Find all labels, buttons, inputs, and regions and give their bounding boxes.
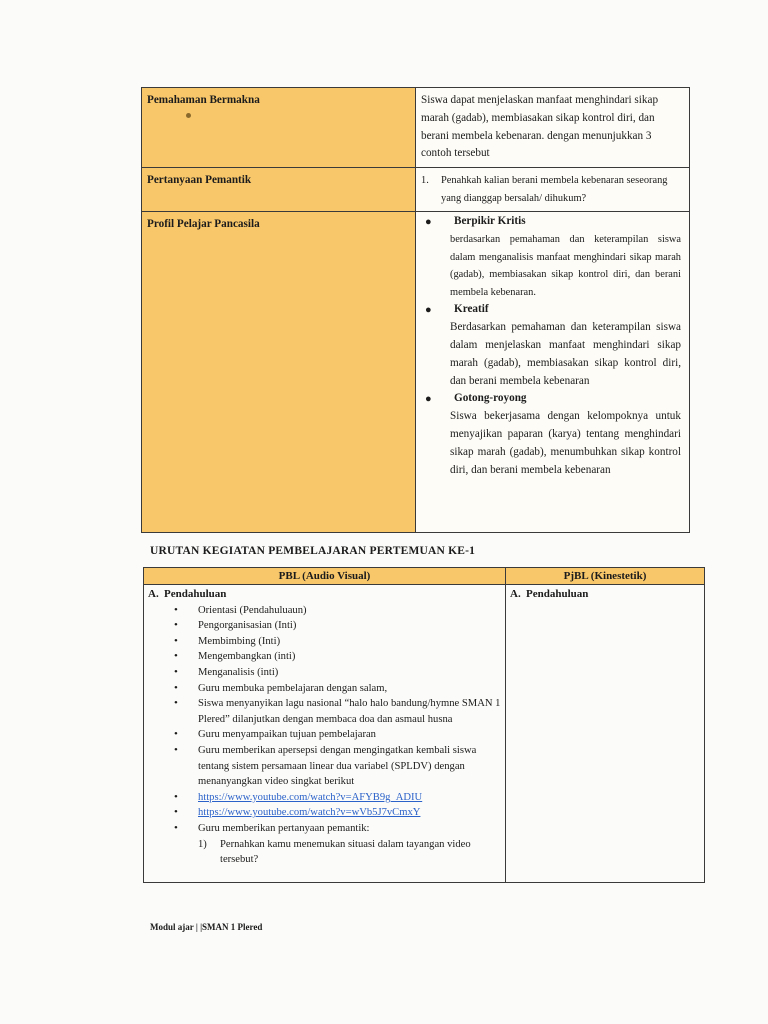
list-item: • Guru membuka pembelajaran dengan salam, [174, 681, 501, 697]
item-head: Berpikir Kritis [454, 215, 526, 228]
table-row [142, 168, 690, 212]
item-body: berdasarkan pemahaman dan keterampilan siswa dalam menganalisis manfaat menghindari sikap marah (gadab), membiasakan sikap kontrol diri, dan berani membela kebenaran. [450, 234, 681, 298]
list-item: • Guru memberikan apersepsi dengan mengingatkan kembali siswa tentang sistem persamaan linear dua variabel (SPLDV) dengan menanyangkan video singkat berikut [174, 743, 501, 790]
item-body: Siswa bekerjasama dengan kelompoknya untuk menyajikan paparan (karya) tentang menghindari sikap marah (gadab), menumbuhkan sikap kontrol diri, dan berani membela kebenaran [450, 410, 681, 476]
section-heading [148, 587, 501, 603]
table-row [144, 585, 705, 883]
row-value [416, 212, 690, 533]
video-link[interactable]: https://www.youtube.com/watch?v=wVb5J7vCmxY [198, 807, 421, 819]
column-header-pjbl: PjBL (Kinestetik) [506, 568, 705, 585]
table-row [142, 88, 690, 168]
row-label: Pertanyaan Pemantik [142, 168, 416, 212]
row-label: Pemahaman Bermakna [142, 88, 416, 168]
list-item [174, 790, 501, 806]
question-number: 1. [421, 175, 429, 187]
list-item: • Mengembangkan (inti) [174, 649, 501, 665]
list-item: • Membimbing (Inti) [174, 634, 501, 650]
section-letter: A. [148, 588, 159, 600]
item-head: Gotong-royong [454, 392, 527, 405]
list-item [174, 821, 501, 868]
row-value [416, 168, 690, 212]
section-title: URUTAN KEGIATAN PEMBELAJARAN PERTEMUAN KE-1 [150, 545, 476, 557]
profile-table [141, 87, 690, 533]
pbl-cell [144, 585, 506, 883]
question-text: Pernahkan kamu menemukan situasi dalam tayangan video tersebut? [220, 838, 471, 866]
list-item [174, 805, 501, 821]
question-number: 1) [198, 838, 207, 850]
profile-item [421, 390, 681, 479]
bullet-icon: ● [425, 304, 432, 317]
profile-item [421, 213, 681, 301]
section-heading-text: Pendahuluan [526, 588, 589, 600]
activity-list [148, 603, 501, 868]
question-item [198, 837, 501, 868]
list-item: • Pengorganisasian (Inti) [174, 618, 501, 634]
video-link[interactable]: https://www.youtube.com/watch?v=AFYB9g_ADIU [198, 791, 423, 803]
bullet-icon: ● [425, 216, 432, 229]
bullet-icon: ● [425, 393, 432, 406]
section-heading-text: Pendahuluan [164, 588, 227, 600]
list-item: • Siswa menyanyikan lagu nasional “halo halo bandung/hymne SMAN 1 Plered” dilanjutkan dengan membaca doa dan asmaul husna [174, 696, 501, 727]
pjbl-cell [506, 585, 705, 883]
activity-table [143, 567, 705, 883]
page-footer: Modul ajar | |SMAN 1 Plered [150, 922, 263, 932]
question-intro: Guru memberikan pertanyaan pemantik: [198, 822, 370, 834]
list-item: • Guru menyampaikan tujuan pembelajaran [174, 727, 501, 743]
row-value: Siswa dapat menjelaskan manfaat menghindari sikap marah (gadab), membiasakan sikap kontrol diri, dan berani membela kebenaran. dengan menunjukkan 3 contoh tersebut [416, 88, 690, 168]
list-item: • Orientasi (Pendahuluaun) [174, 603, 501, 619]
question-list [198, 837, 501, 868]
ink-spot [186, 113, 191, 118]
table-row [142, 212, 690, 533]
profile-item [421, 301, 681, 390]
item-body: Berdasarkan pemahaman dan keterampilan siswa dalam menjelaskan manfaat menghindari sikap marah (gadab), membiasakan sikap kontrol diri, dan berani membela kebenaran [450, 321, 681, 387]
row-label: Profil Pelajar Pancasila [142, 212, 416, 533]
section-heading [510, 587, 700, 603]
list-item: • Menganalisis (inti) [174, 665, 501, 681]
question-text: Penahkah kalian berani membela kebenaran seseorang yang dianggap bersalah/ dihukum? [441, 175, 668, 204]
section-letter: A. [510, 588, 521, 600]
item-head: Kreatif [454, 303, 489, 316]
table-header-row [144, 568, 705, 585]
column-header-pbl: PBL (Audio Visual) [144, 568, 506, 585]
